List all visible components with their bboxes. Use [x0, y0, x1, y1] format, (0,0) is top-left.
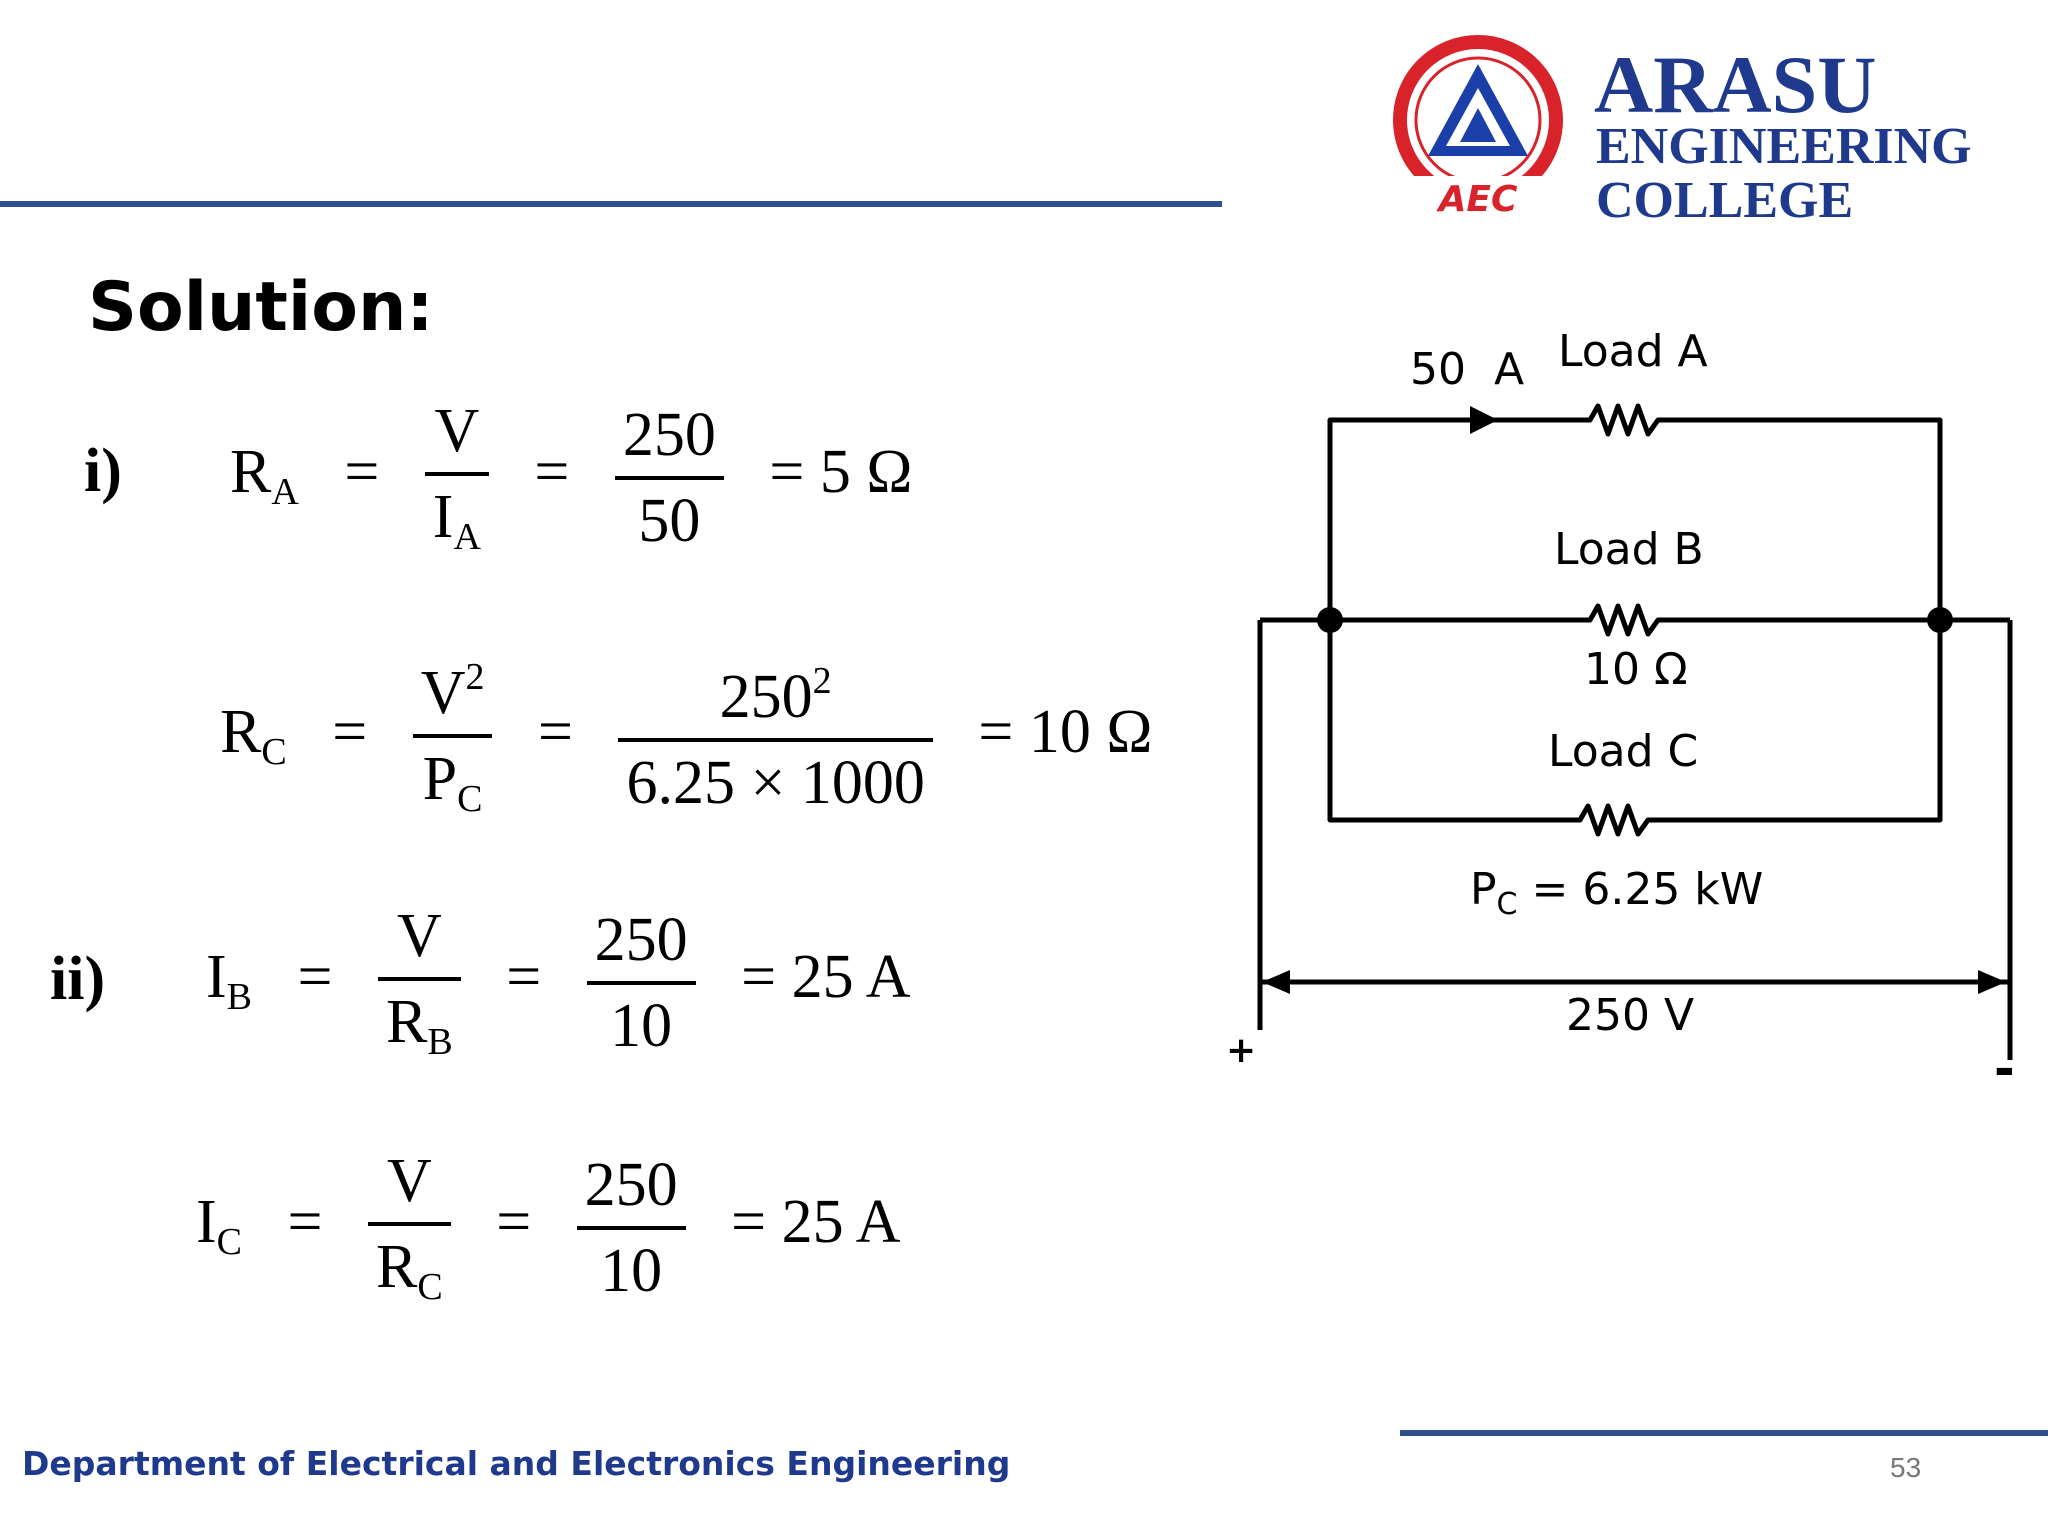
load-c-label: Load C — [1548, 726, 1699, 777]
page-title: Solution: — [88, 268, 434, 347]
seal-abbrev: AEC — [1438, 179, 1518, 218]
ra-result: = 5 Ω — [769, 438, 913, 507]
load-a-label: Load A — [1558, 326, 1708, 377]
ic-result: = 25 A — [731, 1188, 901, 1257]
rc-frac-2: $\frac{250^2}{6.25 \times 1000}$ — [618, 662, 932, 814]
eq-label-i: i) — [84, 437, 122, 505]
pc-label: $P_C = 6.25$ kW — [1470, 864, 1764, 922]
equation-ra: $R_A$ = $\frac{V}{I_A}$ = $\frac{250}{50}$ = 5 Ω — [230, 397, 913, 558]
minus-terminal: - — [1994, 1040, 2015, 1098]
load-b-label: Load B — [1554, 524, 1704, 575]
ic-lhs: $I_C$ — [196, 1188, 243, 1264]
department-footer: Department of Electrical and Electronics Engineering — [22, 1444, 1011, 1483]
dimension-arrow-left-icon — [1262, 970, 1290, 994]
current-a-label: 50 A — [1410, 344, 1525, 395]
rc-lhs: $R_C$ — [220, 698, 287, 774]
plus-terminal: + — [1226, 1030, 1257, 1071]
rc-frac-1: $\frac{V^2}{P_C}$ — [413, 658, 493, 818]
college-name-line3: COLLEGE — [1596, 172, 1854, 229]
junction-right — [1927, 607, 1953, 633]
ib-lhs: $I_B$ — [206, 943, 253, 1019]
rc-result: = 10 Ω — [978, 698, 1153, 767]
page-number: 53 — [1890, 1452, 1922, 1483]
load-b-value: 10 Ω — [1584, 644, 1688, 695]
eq-label-ii: ii) — [50, 945, 106, 1013]
ic-frac-2: $\frac{250}{10}$ — [577, 1154, 686, 1302]
footer-rule — [1400, 1430, 2048, 1436]
ra-frac-2: $\frac{250}{50}$ — [615, 404, 724, 552]
college-name-line2: ENGINEERING — [1596, 118, 1972, 175]
equation-ib: $I_B$ = $\frac{V}{R_B}$ = $\frac{250}{10}$ = 25 A — [206, 902, 911, 1063]
top-rule — [0, 201, 1222, 207]
equation-ic: $I_C$ = $\frac{V}{R_C}$ = $\frac{250}{10}$ = 25 A — [196, 1147, 901, 1308]
ib-frac-2: $\frac{250}{10}$ — [587, 909, 696, 1057]
ra-lhs: $R_A$ — [230, 438, 299, 514]
equation-rc: $R_C$ = $\frac{V^2}{P_C}$ = $\frac{250^2}{6.25 \times 1000}$ = 10 Ω — [220, 656, 1153, 820]
junction-left — [1317, 607, 1343, 633]
ib-frac-1: $\frac{V}{R_B}$ — [378, 905, 461, 1061]
ic-frac-1: $\frac{V}{R_C}$ — [368, 1150, 451, 1306]
voltage-label: 250 V — [1566, 990, 1695, 1041]
ra-frac-1: $\frac{V}{I_A}$ — [425, 400, 489, 556]
college-name-line1: ARASU — [1594, 39, 1877, 130]
college-seal-icon — [1392, 28, 1564, 218]
dimension-arrow-right-icon — [1978, 970, 2006, 994]
ib-result: = 25 A — [741, 943, 911, 1012]
current-arrow-icon — [1470, 406, 1498, 434]
